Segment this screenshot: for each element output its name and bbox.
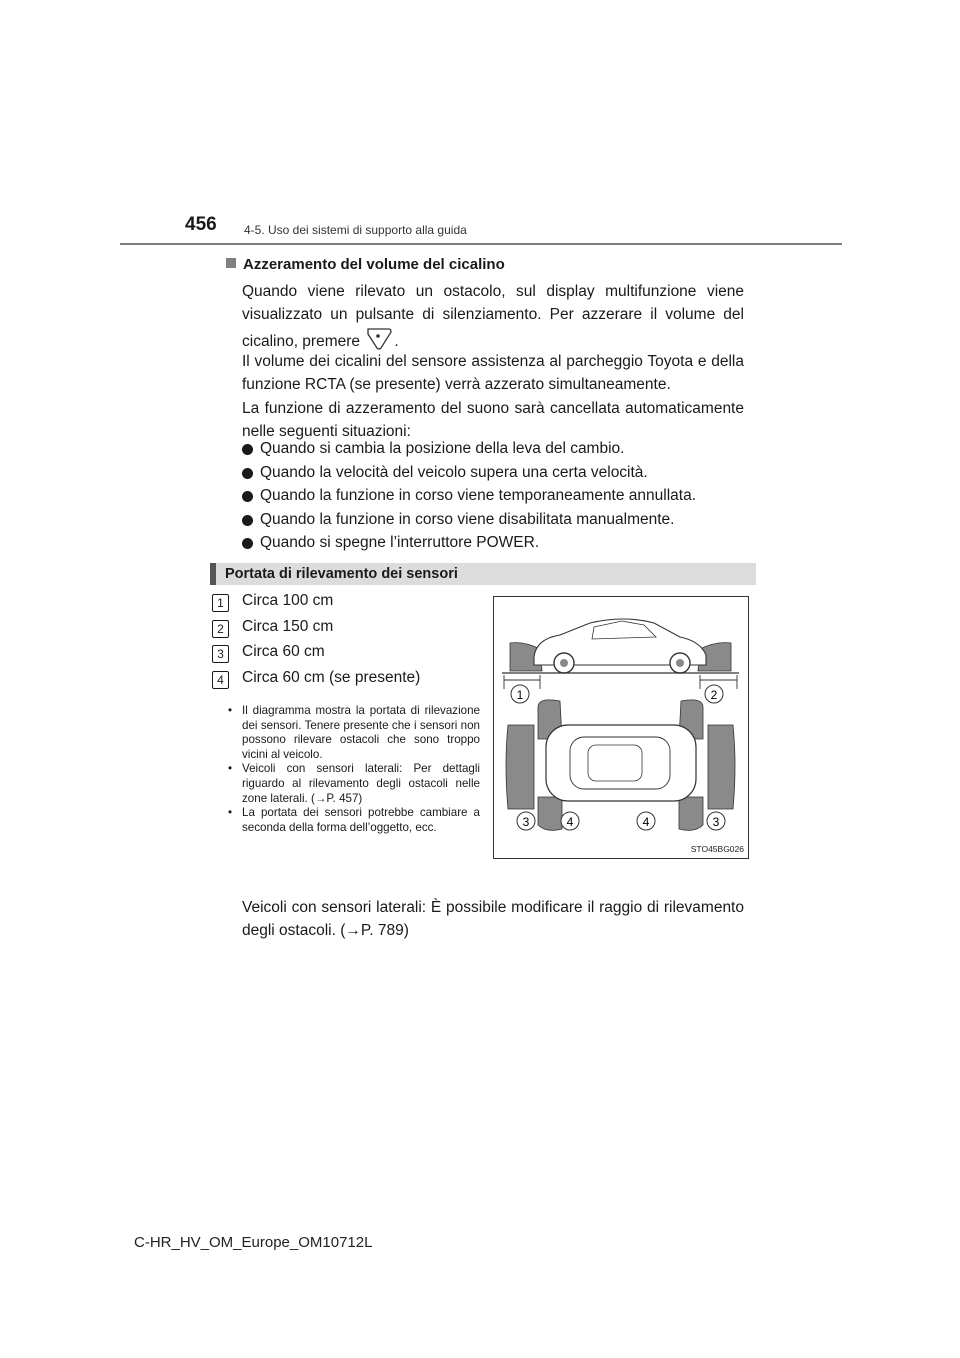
mute-button-icon	[365, 326, 393, 352]
paragraph-mute-end: .	[394, 333, 399, 350]
diagram-label: 2	[710, 688, 718, 702]
square-bullet-icon	[226, 258, 236, 268]
number-badge: 4	[212, 671, 229, 689]
diagram-label: 1	[516, 688, 524, 702]
breadcrumb: 4-5. Uso dei sistemi di supporto alla guida	[244, 223, 467, 237]
list-item: Quando si cambia la posizione della leva del cambio.	[242, 440, 752, 463]
number-badge: 2	[212, 620, 229, 638]
section-heading-reset	[226, 256, 505, 273]
paragraph-side-sensors: Veicoli con sensori laterali: È possibile modificare il raggio di rilevamento degli ostacoli. (→P. 789)	[242, 899, 744, 939]
list-item: 4 Circa 60 cm (se presente)	[212, 669, 420, 695]
list-item: 3 Circa 60 cm	[212, 643, 420, 669]
diagram-label: 4	[642, 815, 650, 829]
bullet-dot-icon	[242, 444, 253, 455]
list-item: Quando la funzione in corso viene disabilitata manualmente.	[242, 511, 752, 534]
header-divider	[120, 243, 842, 245]
bullet-dot-icon	[242, 538, 253, 549]
list-item: 1 Circa 100 cm	[212, 592, 420, 618]
page-number: 456	[185, 214, 217, 235]
section-heading-range-text: Portata di rilevamento dei sensori	[225, 566, 458, 582]
cancel-situations-list	[242, 440, 752, 558]
diagram-label: 4	[566, 815, 574, 829]
notes-list	[228, 704, 480, 835]
paragraph-cancel-situations: La funzione di azzeramento del suono sarà cancellata automaticamente nelle seguenti situazioni:	[242, 400, 744, 440]
bullet-dot-icon	[242, 491, 253, 502]
bullet-dot-icon	[242, 468, 253, 479]
bullet-dot-icon	[242, 515, 253, 526]
diagram-label: 3	[522, 815, 530, 829]
list-item: 2 Circa 150 cm	[212, 618, 420, 644]
section-heading-reset-text: Azzeramento del volume del cicalino	[243, 256, 505, 273]
diagram-code: STO45BG026	[690, 844, 744, 854]
note-item: • La portata dei sensori potrebbe cambiare a seconda della forma dell’oggetto, ecc.	[228, 806, 480, 835]
list-item: Quando si spegne l’interruttore POWER.	[242, 534, 752, 557]
footer-doc-id: C-HR_HV_OM_Europe_OM10712L	[134, 1234, 373, 1251]
number-badge: 3	[212, 645, 229, 663]
sensor-range-illustration	[494, 597, 747, 857]
number-badge: 1	[212, 594, 229, 612]
paragraph-simultaneous: Il volume dei cicalini del sensore assistenza al parcheggio Toyota e della funzione RCTA (se presente) verrà azzerato simultaneamente.	[242, 353, 744, 393]
diagram-label: 3	[712, 815, 720, 829]
section-heading-range	[210, 563, 756, 585]
paragraph-mute-text: Quando viene rilevato un ostacolo, sul display multifunzione viene visualizzato un pulsante di silenziamento. Per azzerare il volume del cicalino, premere	[242, 283, 744, 350]
list-item: Quando la velocità del veicolo supera una certa velocità.	[242, 464, 752, 487]
paragraph-mute-button	[242, 280, 744, 353]
list-item: Quando la funzione in corso viene temporaneamente annullata.	[242, 487, 752, 510]
sensor-range-diagram	[493, 596, 749, 859]
range-list	[212, 592, 420, 694]
note-item: • Il diagramma mostra la portata di rilevazione dei sensori. Tenere presente che i sensori non possono rilevare ostacoli che sono troppo vicini al veicolo.	[228, 704, 480, 762]
note-item: • Veicoli con sensori laterali: Per dettagli riguardo al rilevamento degli ostacoli nelle zone laterali. (→P. 457)	[228, 762, 480, 806]
